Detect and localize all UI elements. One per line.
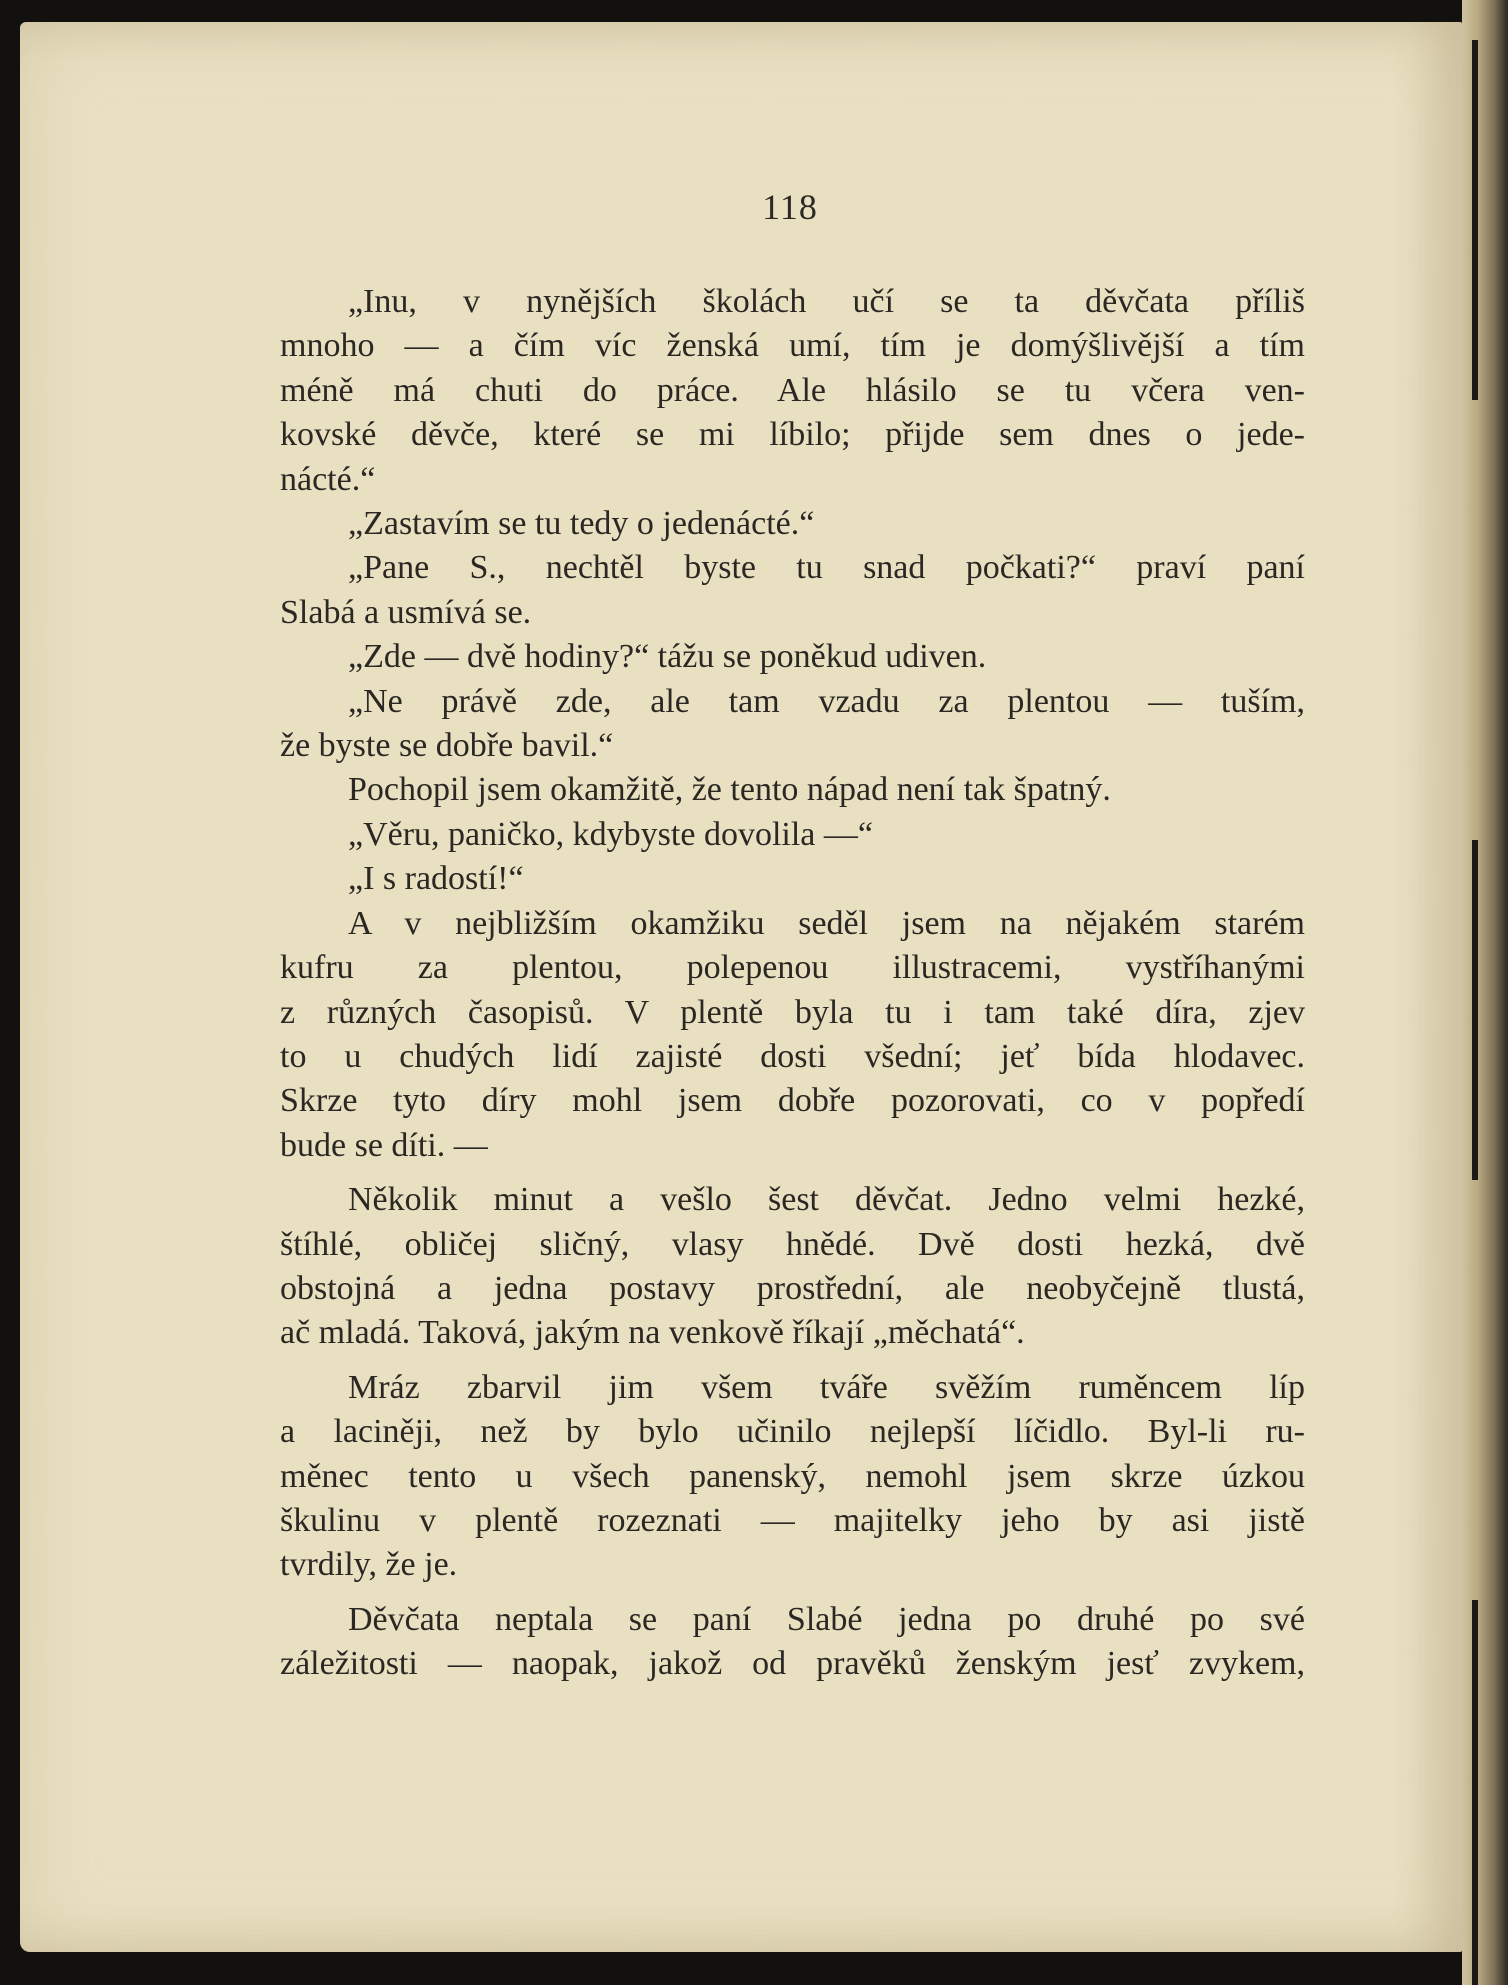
text-line: kovské děvče, které se mi líbilo; přijde sem dnes o jede- <box>280 416 1305 454</box>
text-line: že byste se dobře bavil.“ <box>280 727 614 765</box>
text-line: ač mladá. Taková, jakým na venkově říkají „měchatá“. <box>280 1314 1025 1352</box>
text-line: Pochopil jsem okamžitě, že tento nápad není tak špatný. <box>348 771 1111 809</box>
page-number: 118 <box>762 187 818 227</box>
text-line: kufru za plentou, polepenou illustracemi, vystříhanými <box>280 949 1305 987</box>
spine-edge-lower <box>1472 1600 1478 1985</box>
text-line: „Zastavím se tu tedy o jedenácté.“ <box>348 505 815 543</box>
text-line: Slabá a usmívá se. <box>280 593 532 631</box>
text-line: méně má chuti do práce. Ale hlásilo se tu včera ven- <box>280 371 1305 409</box>
text-line: „Ne právě zde, ale tam vzadu za plentou — tuším, <box>348 682 1305 720</box>
text-line: bude se díti. — <box>280 1126 488 1164</box>
text-line: měnec tento u všech panenský, nemohl jsem skrze úzkou <box>280 1457 1305 1495</box>
text-line: Několik minut a vešlo šest děvčat. Jedno velmi hezké, <box>348 1181 1305 1219</box>
text-line: škulinu v plentě rozeznati — majitelky jeho by asi jistě <box>280 1501 1305 1539</box>
text-line: mnoho — a čím víc ženská umí, tím je domýšlivější a tím <box>280 327 1305 365</box>
text-line: A v nejbližším okamžiku seděl jsem na nějakém starém <box>348 904 1305 942</box>
spine-edge-middle <box>1472 840 1478 1180</box>
text-line: záležitosti — naopak, jakož od pravěků ženským jesť zvykem, <box>280 1645 1305 1683</box>
text-line: a laciněji, než by bylo učinilo nejlepší líčidlo. Byl-li ru- <box>280 1413 1305 1451</box>
text-line: Mráz zbarvil jim všem tváře svěžím ruměncem líp <box>348 1368 1305 1406</box>
text-line: „Pane S., nechtěl byste tu snad počkati?“ praví paní <box>348 549 1305 587</box>
text-line: „I s radostí!“ <box>348 860 524 898</box>
text-line: obstojná a jedna postavy prostřední, ale neobyčejně tlustá, <box>280 1269 1305 1307</box>
text-line: Skrze tyto díry mohl jsem dobře pozorovati, co v popředí <box>280 1082 1305 1120</box>
text-line: „Zde — dvě hodiny?“ tážu se poněkud udiven. <box>348 638 987 676</box>
text-line: tvrdily, že je. <box>280 1546 458 1584</box>
text-line: „Věru, paničko, kdybyste dovolila —“ <box>348 815 873 853</box>
book-spine <box>1462 0 1508 1985</box>
text-line: z různých časopisů. V plentě byla tu i tam také díra, zjev <box>280 993 1305 1031</box>
body-text <box>280 280 1305 1687</box>
text-line: nácté.“ <box>280 460 376 498</box>
text-line: to u chudých lidí zajisté dosti všední; jeť bída hlodavec. <box>280 1037 1305 1075</box>
text-line: štíhlé, obličej sličný, vlasy hnědé. Dvě dosti hezká, dvě <box>280 1225 1305 1263</box>
text-line: Děvčata neptala se paní Slabé jedna po druhé po své <box>348 1600 1305 1638</box>
text-line: „Inu, v nynějších školách učí se ta děvčata příliš <box>348 283 1305 320</box>
